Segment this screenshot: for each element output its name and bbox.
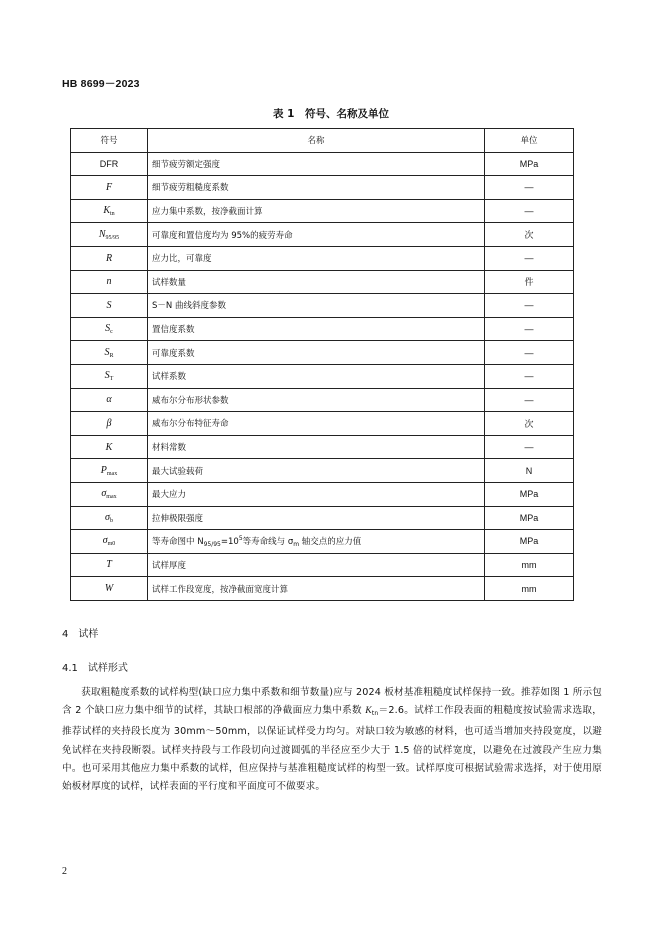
body-paragraph: 获取粗糙度系数的试样构型(缺口应力集中系数和细节数量)应与 2024 板材基准粗糙度试样保持一致。推荐如图 1 所示包含 2 个缺口应力集中细节的试样，其缺口根部的净截面应力集中系数 $K_{tn}=2.6$。试样工作段表面的粗糙度按试验需求选取，推荐试样的夹持段长度为 30mm～50mm，以保证试样受力均匀。对缺口较为敏感的材料，也可适当增加夹持段宽度，以避免试样在夹持段断裂。试样夹持段与工作段切向过渡圆弧的半径应至少大于 1.5 倍的试样宽度，以避免在过渡段产生应力集中。也可采用其他应力集中系数的试样，但应保持与基准粗糙度试样的构型一致。试样厚度可根据试验需求选择，对于使用原始板材厚度的试样，试样表面的平行度和平面度可不做要求。 [62,687,603,793]
table-row [71,246,574,270]
name-cell: 等寿命图中 $N_{95/95}=10^5$等寿命线与 $\sigma_m$ 轴交点的应力值 [148,530,485,554]
name-cell: 应力集中系数，按净截面计算 [148,199,485,223]
unit-cell: — [485,246,574,270]
table-row [71,577,574,601]
table-row [71,412,574,436]
table-row [71,482,574,506]
section-4-heading [62,625,98,640]
column-header-symbol: 符号 [71,129,148,153]
section-number: 4 [62,629,69,640]
table-row [71,388,574,412]
symbol-cell: $\sigma_{m0}$ [71,530,148,554]
name-cell: 试样数量 [148,270,485,294]
unit-cell: N [485,459,574,483]
table-title: 表 1 符号、名称及单位 [273,108,389,120]
name-cell: 置信度系数 [148,317,485,341]
section-title: 试样形式 [87,663,128,674]
symbol-cell: $K_{tn}$ [71,199,148,223]
unit-cell: — [485,176,574,200]
table-row [71,176,574,200]
symbol-cell: DFR [71,152,148,176]
name-cell: 威布尔分布特征寿命 [148,412,485,436]
unit-cell: — [485,435,574,459]
symbol-cell: $S_c$ [71,317,148,341]
symbol-cell: $S_T$ [71,364,148,388]
symbol-cell: n [71,270,148,294]
table-header-row [71,129,574,153]
table-row [71,317,574,341]
name-cell: 拉伸极限强度 [148,506,485,530]
symbol-cell: S [71,294,148,318]
name-cell: 试样系数 [148,364,485,388]
table-row [71,223,574,247]
column-header-unit: 单位 [485,129,574,153]
table-row [71,152,574,176]
unit-cell: — [485,317,574,341]
name-cell: 威布尔分布形状参数 [148,388,485,412]
symbol-cell: α [71,388,148,412]
symbol-cell: K [71,435,148,459]
table-row [71,435,574,459]
unit-cell: mm [485,553,574,577]
table-row [71,459,574,483]
document-code: HB 8699－2023 [62,78,140,90]
symbol-cell: $N_{95/95}$ [71,223,148,247]
table-row [71,553,574,577]
name-cell: 材料常数 [148,435,485,459]
table-row [71,364,574,388]
column-header-name: 名称 [148,129,485,153]
table-row [71,530,574,554]
table-row [71,199,574,223]
name-cell: 试样厚度 [148,553,485,577]
symbol-cell: β [71,412,148,436]
name-cell: 细节疲劳粗糙度系数 [148,176,485,200]
name-cell: 细节疲劳额定强度 [148,152,485,176]
unit-cell: MPa [485,530,574,554]
name-cell: 最大试验载荷 [148,459,485,483]
unit-cell: MPa [485,152,574,176]
unit-cell: 件 [485,270,574,294]
name-cell: 试样工作段宽度，按净截面宽度计算 [148,577,485,601]
section-title: 试样 [78,629,99,640]
name-cell: 可靠度和置信度均为 95%的疲劳寿命 [148,223,485,247]
name-cell: 应力比，可靠度 [148,246,485,270]
table-row [71,294,574,318]
page-number: 2 [62,866,67,877]
symbol-cell: T [71,553,148,577]
table-row [71,270,574,294]
unit-cell: — [485,294,574,318]
unit-cell: — [485,364,574,388]
unit-cell: MPa [485,482,574,506]
name-cell: 最大应力 [148,482,485,506]
symbol-cell: $P_{max}$ [71,459,148,483]
symbol-cell: R [71,246,148,270]
unit-cell: 次 [485,412,574,436]
section-number: 4.1 [62,663,78,674]
unit-cell: — [485,341,574,365]
name-cell: S－N 曲线斜度参数 [148,294,485,318]
symbol-cell: W [71,577,148,601]
table-row [71,341,574,365]
symbol-cell: $\sigma_b$ [71,506,148,530]
unit-cell: 次 [485,223,574,247]
symbol-cell: F [71,176,148,200]
section-4-1-heading [62,659,128,674]
unit-cell: — [485,388,574,412]
symbol-table [70,128,574,601]
symbol-cell: $S_R$ [71,341,148,365]
name-cell: 可靠度系数 [148,341,485,365]
table-row [71,506,574,530]
unit-cell: MPa [485,506,574,530]
unit-cell: — [485,199,574,223]
unit-cell: mm [485,577,574,601]
symbol-cell: $\sigma_{max}$ [71,482,148,506]
